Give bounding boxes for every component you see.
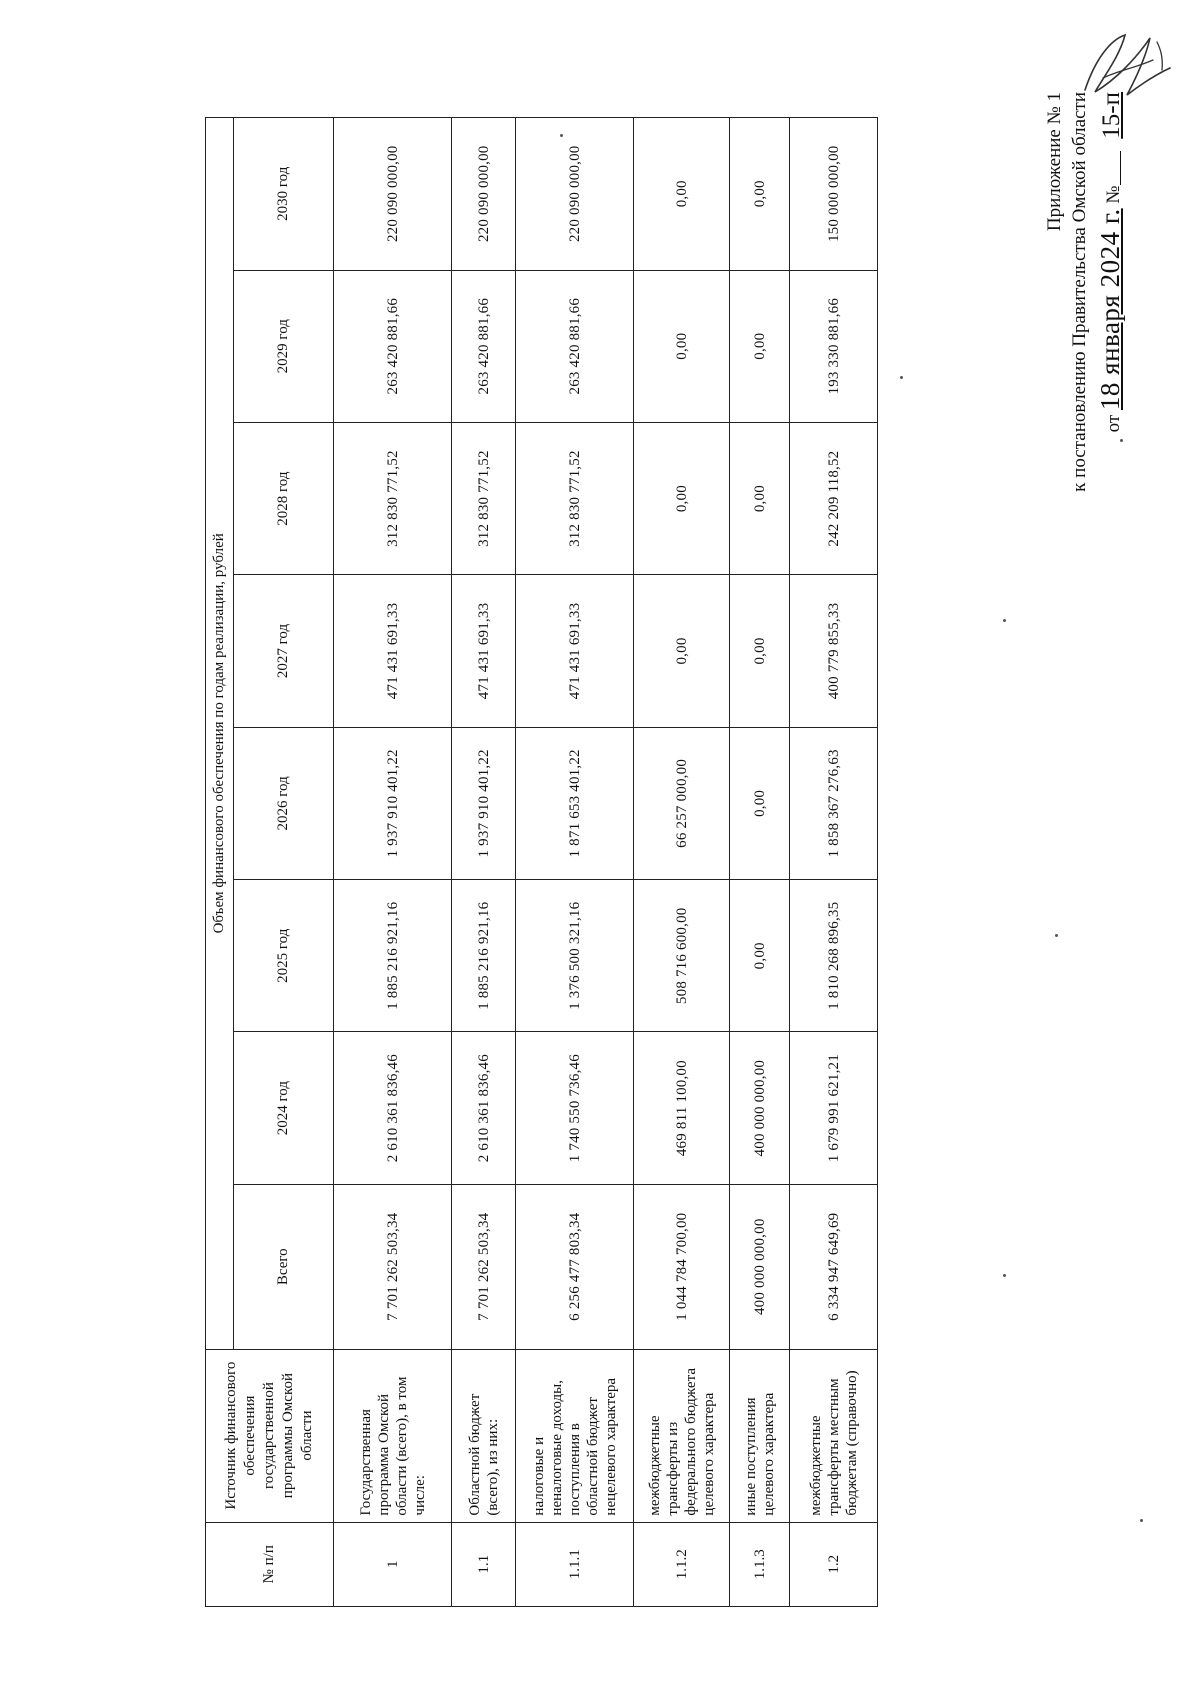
value-cell: 0,00 bbox=[634, 270, 730, 422]
date-prefix: от bbox=[1103, 414, 1124, 433]
value-cell: 220 090 000,00 bbox=[334, 118, 452, 271]
period-header-2028: 2028 год bbox=[234, 422, 334, 574]
value-cell: 0,00 bbox=[730, 880, 790, 1032]
row-number: 1 bbox=[334, 1522, 452, 1606]
value-cell: 2 610 361 836,46 bbox=[334, 1032, 452, 1184]
table-row bbox=[516, 118, 634, 1607]
value-cell: 0,00 bbox=[634, 575, 730, 727]
scan-speck bbox=[1003, 619, 1006, 622]
row-number: 1.1 bbox=[452, 1522, 516, 1606]
scan-speck bbox=[1120, 439, 1123, 442]
value-cell: 1 740 550 736,46 bbox=[516, 1032, 634, 1184]
period-header-2027: 2027 год bbox=[234, 575, 334, 727]
handwritten-date: 18 января 2024 г. bbox=[1095, 208, 1125, 411]
scan-speck bbox=[1140, 1519, 1143, 1522]
value-cell: 0,00 bbox=[730, 575, 790, 727]
period-header-2029: 2029 год bbox=[234, 270, 334, 422]
value-cell: 6 256 477 803,34 bbox=[516, 1184, 634, 1349]
appendix-header bbox=[1042, 92, 1126, 512]
funding-group-header: Объем финансового обеспечения по годам реализации, рублей bbox=[206, 118, 234, 1350]
table-row bbox=[452, 118, 516, 1607]
value-cell: 7 701 262 503,34 bbox=[452, 1184, 516, 1349]
value-cell: 469 811 100,00 bbox=[634, 1032, 730, 1184]
row-source: налоговые и неналоговые доходы, поступления в областной бюджет нецелевого характера bbox=[516, 1349, 634, 1522]
value-cell: 0,00 bbox=[730, 270, 790, 422]
row-source: межбюджетные трансферты местным бюджетам (справочно) bbox=[790, 1349, 878, 1522]
value-cell: 1 937 910 401,22 bbox=[452, 727, 516, 879]
funding-table bbox=[205, 117, 878, 1607]
handwritten-signature bbox=[1065, 20, 1185, 110]
row-source: Государственная программа Омской области (всего), в том числе: bbox=[334, 1349, 452, 1522]
value-cell: 220 090 000,00 bbox=[452, 118, 516, 271]
resolution-line: к постановлению Правительства Омской области bbox=[1069, 92, 1090, 492]
value-cell: 263 420 881,66 bbox=[516, 270, 634, 422]
table-row bbox=[334, 118, 452, 1607]
number-label: № bbox=[1103, 185, 1124, 204]
value-cell: 1 858 367 276,63 bbox=[790, 727, 878, 879]
appendix-title: Приложение № 1 bbox=[1044, 92, 1065, 232]
value-cell: 508 716 600,00 bbox=[634, 880, 730, 1032]
value-cell: 312 830 771,52 bbox=[334, 422, 452, 574]
value-cell: 471 431 691,33 bbox=[516, 575, 634, 727]
period-header-2024: 2024 год bbox=[234, 1032, 334, 1184]
value-cell: 150 000 000,00 bbox=[790, 118, 878, 271]
value-cell: 2 610 361 836,46 bbox=[452, 1032, 516, 1184]
row-number: 1.1.2 bbox=[634, 1522, 730, 1606]
value-cell: 0,00 bbox=[730, 422, 790, 574]
row-number: 1.1.1 bbox=[516, 1522, 634, 1606]
resolution-date-number bbox=[1095, 92, 1126, 512]
value-cell: 1 871 653 401,22 bbox=[516, 727, 634, 879]
value-cell: 6 334 947 649,69 bbox=[790, 1184, 878, 1349]
table-row bbox=[730, 118, 790, 1607]
value-cell: 1 885 216 921,16 bbox=[452, 880, 516, 1032]
period-header-total: Всего bbox=[234, 1184, 334, 1349]
value-cell: 0,00 bbox=[634, 118, 730, 271]
scan-speck bbox=[900, 376, 903, 379]
row-number: 1.2 bbox=[790, 1522, 878, 1606]
table-row bbox=[634, 118, 730, 1607]
value-cell: 471 431 691,33 bbox=[452, 575, 516, 727]
value-cell: 0,00 bbox=[730, 118, 790, 271]
value-cell: 0,00 bbox=[730, 727, 790, 879]
period-header-2025: 2025 год bbox=[234, 880, 334, 1032]
scan-speck bbox=[1055, 934, 1058, 937]
value-cell: 312 830 771,52 bbox=[516, 422, 634, 574]
col-num-header: № п/п bbox=[206, 1522, 334, 1606]
row-source: межбюджетные трансферты из федерального бюджета целевого характера bbox=[634, 1349, 730, 1522]
row-number: 1.1.3 bbox=[730, 1522, 790, 1606]
value-cell: 312 830 771,52 bbox=[452, 422, 516, 574]
value-cell: 400 000 000,00 bbox=[730, 1184, 790, 1349]
table-header-row-1 bbox=[206, 118, 234, 1607]
value-cell: 1 044 784 700,00 bbox=[634, 1184, 730, 1349]
table-body bbox=[334, 118, 878, 1607]
scan-speck bbox=[1003, 1274, 1006, 1277]
value-cell: 1 376 500 321,16 bbox=[516, 880, 634, 1032]
table-row bbox=[790, 118, 878, 1607]
value-cell: 1 810 268 896,35 bbox=[790, 880, 878, 1032]
period-header-2030: 2030 год bbox=[234, 118, 334, 271]
value-cell: 220 090 000,00 bbox=[516, 118, 634, 271]
value-cell: 193 330 881,66 bbox=[790, 270, 878, 422]
value-cell: 400 000 000,00 bbox=[730, 1032, 790, 1184]
value-cell: 471 431 691,33 bbox=[334, 575, 452, 727]
row-source: Областной бюджет (всего), из них: bbox=[452, 1349, 516, 1522]
value-cell: 7 701 262 503,34 bbox=[334, 1184, 452, 1349]
value-cell: 1 885 216 921,16 bbox=[334, 880, 452, 1032]
period-header-2026: 2026 год bbox=[234, 727, 334, 879]
scan-speck bbox=[560, 134, 563, 137]
value-cell: 1 937 910 401,22 bbox=[334, 727, 452, 879]
value-cell: 263 420 881,66 bbox=[334, 270, 452, 422]
value-cell: 400 779 855,33 bbox=[790, 575, 878, 727]
row-source: иные поступления целевого характера bbox=[730, 1349, 790, 1522]
value-cell: 263 420 881,66 bbox=[452, 270, 516, 422]
value-cell: 1 679 991 621,21 bbox=[790, 1032, 878, 1184]
value-cell: 242 209 118,52 bbox=[790, 422, 878, 574]
col-source-header: Источник финансового обеспечения государственной программы Омской области bbox=[206, 1349, 334, 1522]
value-cell: 0,00 bbox=[634, 422, 730, 574]
value-cell: 66 257 000,00 bbox=[634, 727, 730, 879]
handwritten-number: 15-п bbox=[1098, 92, 1125, 139]
